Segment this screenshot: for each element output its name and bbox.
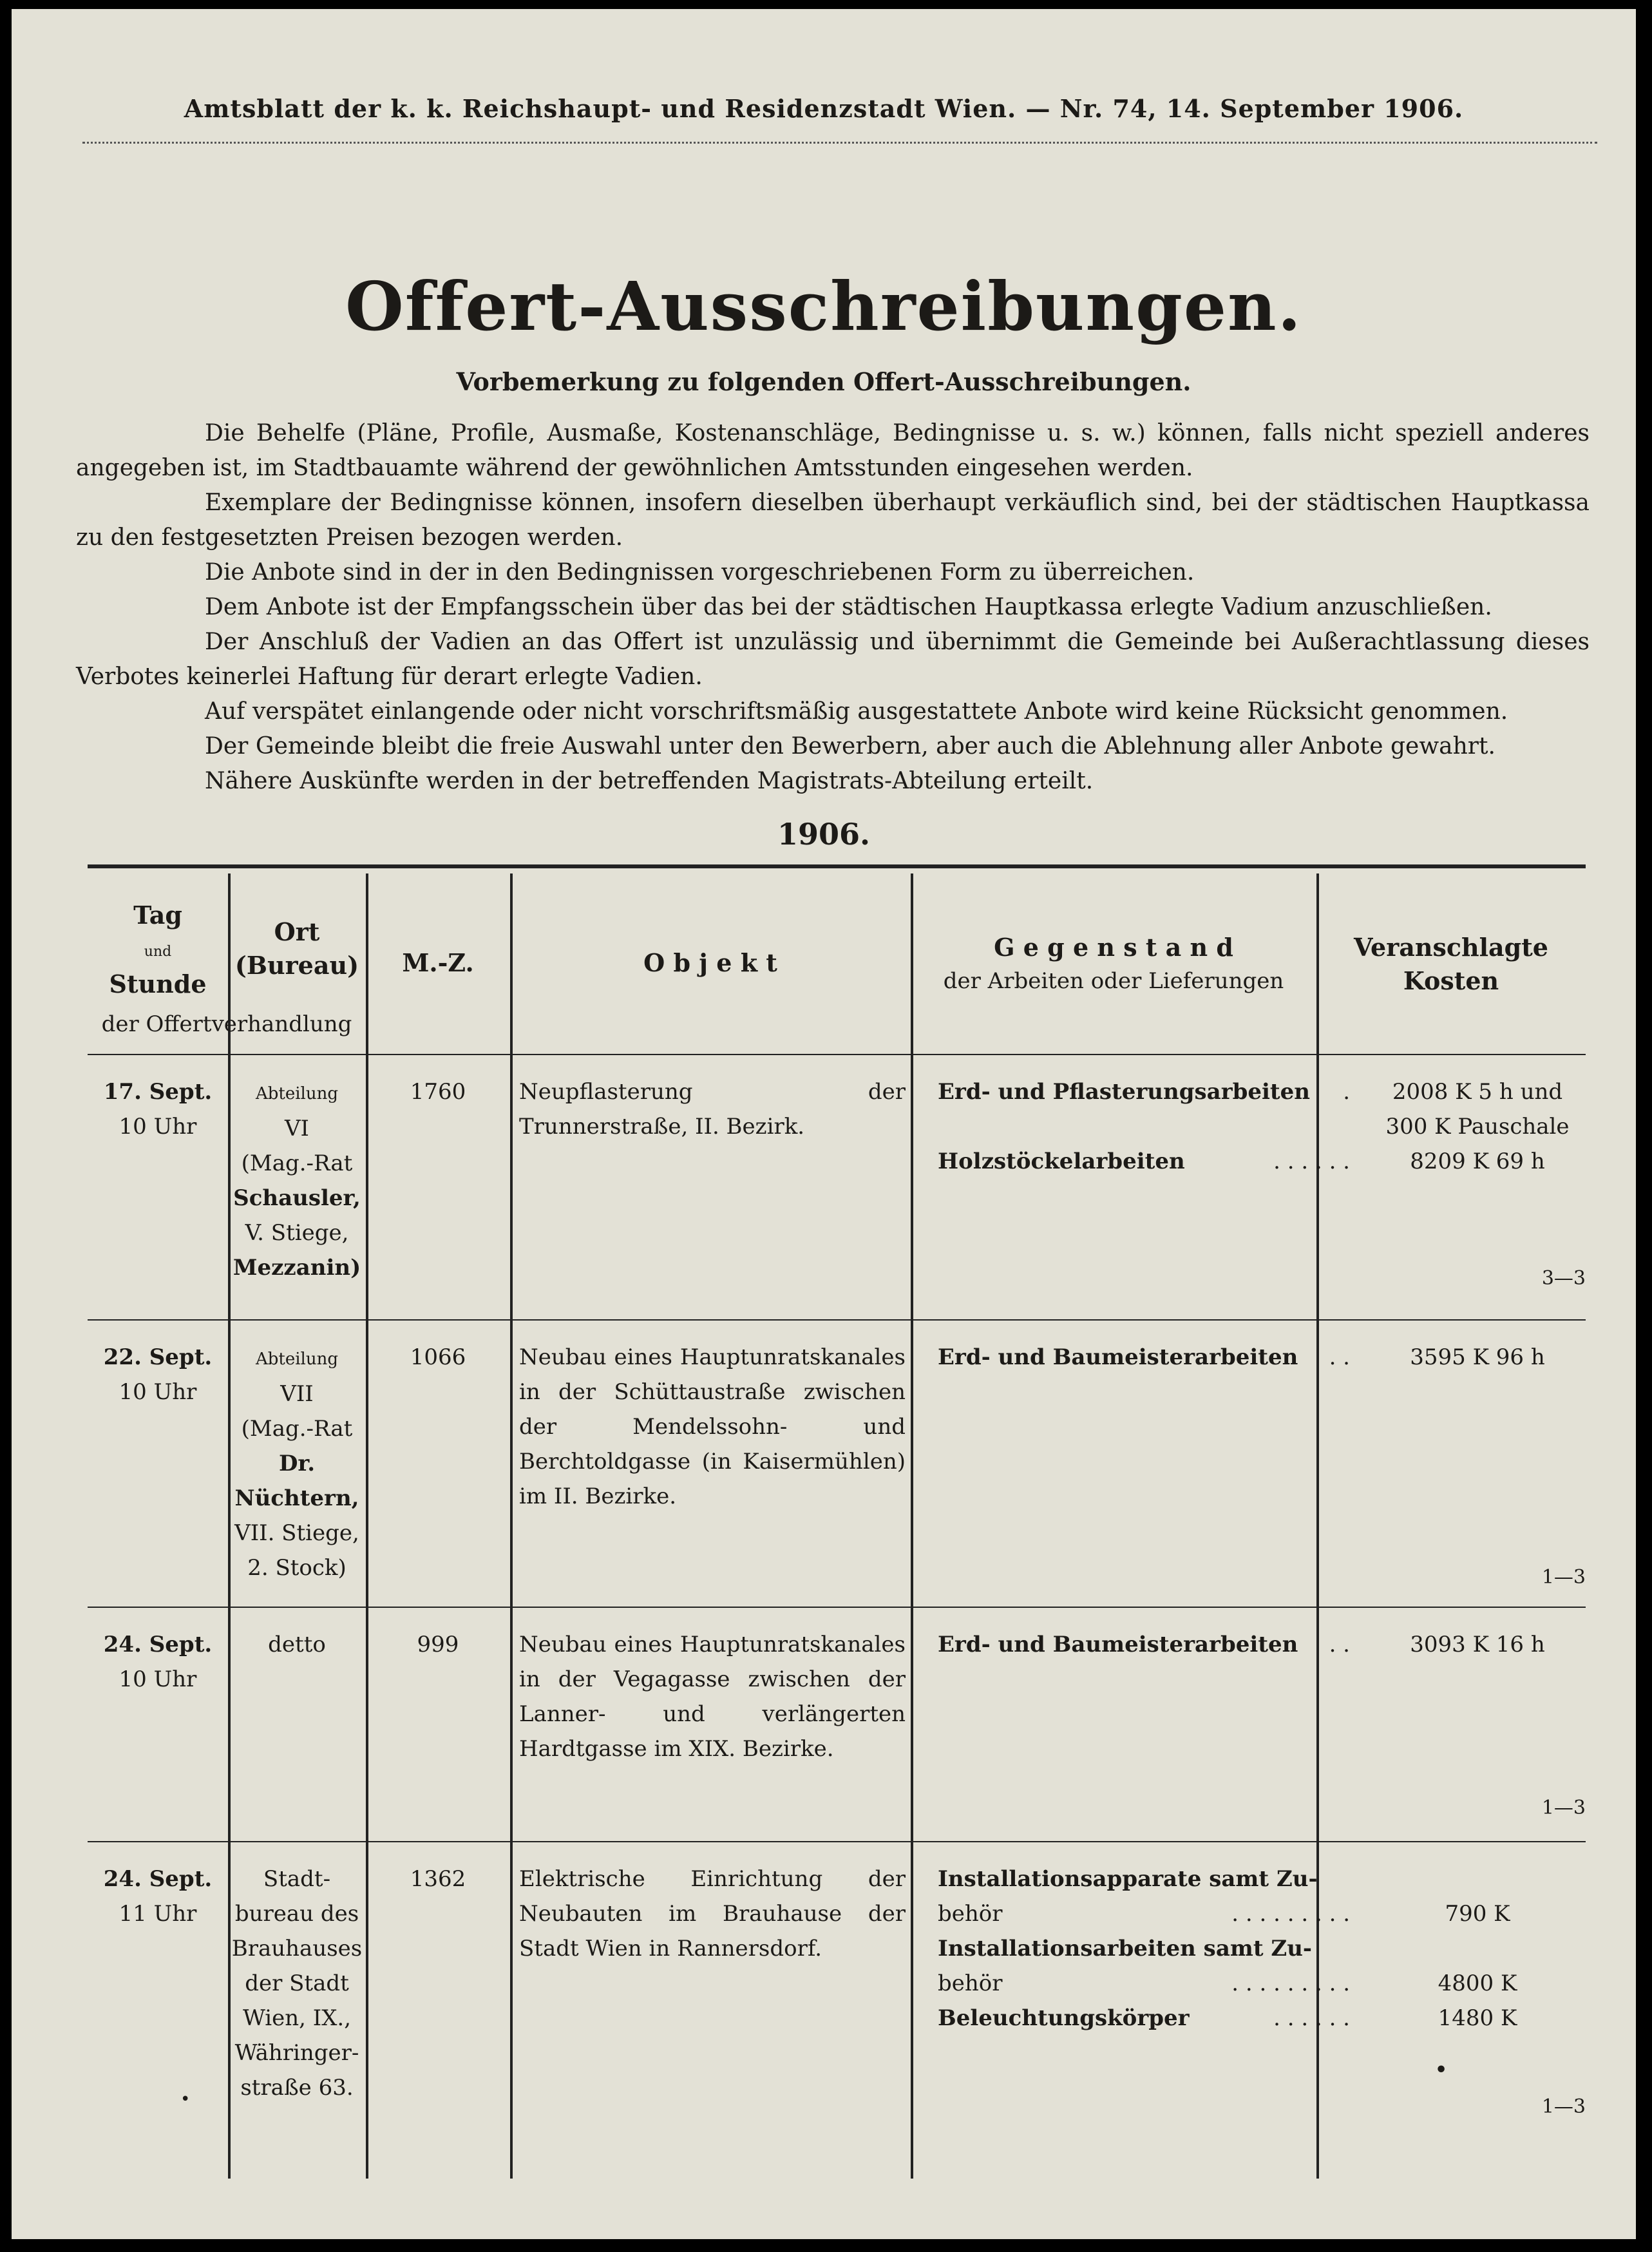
- ort-line: (Mag.-Rat: [241, 1150, 353, 1176]
- ink-mark-icon: •: [1435, 2059, 1448, 2081]
- column-divider: [911, 873, 913, 2179]
- kosten-line: 8209 K 69 h: [1410, 1149, 1545, 1174]
- offer-date: 24. Sept.: [103, 1632, 213, 1657]
- ort-line: bureau des: [234, 1901, 359, 1927]
- gegenstand-line: [938, 1896, 1350, 1931]
- page-title: Offert-Ausschreibungen.: [345, 267, 1302, 346]
- intro-paragraph: Nähere Auskünfte werden in der betreffenden Magistrats-Abteilung erteilt.: [205, 768, 1094, 794]
- date-cell: [88, 1340, 228, 1409]
- leader-dots: . . . . . .: [1273, 1149, 1350, 1174]
- gegenstand-cell: [938, 1340, 1350, 1375]
- gegenstand-item: behör: [938, 1970, 1003, 1996]
- ort-line: Stadt-: [263, 1866, 331, 1892]
- gegenstand-cell: [938, 1862, 1350, 2036]
- intro-paragraph: Dem Anbote ist der Empfangsschein über das bei der städtischen Hauptkassa erlegte Vadium anzuschließen.: [205, 594, 1492, 620]
- header-ort-label: Ort: [274, 917, 320, 946]
- gegenstand-line: [938, 1966, 1350, 2001]
- gegenstand-line: [938, 1931, 1350, 1966]
- intro-text: [76, 416, 1590, 799]
- date-cell: [88, 1627, 228, 1697]
- header-ort: [228, 916, 366, 983]
- ort-line: Wien, IX.,: [242, 2005, 352, 2031]
- leader-dots: . . . . . . . . .: [1231, 1970, 1350, 1996]
- gegenstand-item: Holzstöckelarbeiten: [938, 1149, 1185, 1174]
- offer-date: 24. Sept.: [103, 1866, 213, 1892]
- gegenstand-cell: [938, 1074, 1350, 1179]
- offer-time: 10 Uhr: [119, 1114, 197, 1140]
- ort-line: Nüchtern,: [234, 1485, 359, 1511]
- header-objekt-label: O b j e k t: [643, 948, 777, 977]
- kosten-line: 1480 K: [1438, 2005, 1517, 2031]
- intro-paragraph: Der Gemeinde bleibt die freie Auswahl unter den Bewerbern, aber auch die Ablehnung aller Anbote gewahrt.: [205, 733, 1495, 759]
- ort-line: VII. Stiege,: [234, 1520, 359, 1546]
- ort-line: der Stadt: [245, 1970, 349, 1996]
- offer-time: 10 Uhr: [119, 1666, 197, 1692]
- gegenstand-line: [938, 2001, 1350, 2036]
- header-tag: Tag: [133, 901, 182, 930]
- leader-dots: .: [1343, 1079, 1350, 1105]
- column-divider: [510, 873, 513, 2179]
- gegenstand-line: [938, 1144, 1350, 1179]
- kosten-line: 3595 K 96 h: [1410, 1344, 1545, 1370]
- gegenstand-item: Installationsarbeiten samt Zu-: [938, 1936, 1313, 1961]
- kosten-line: [1369, 1862, 1586, 1896]
- header-stunde: Stunde: [109, 969, 207, 998]
- header-gegenstand-label: G e g e n s t a n d: [994, 933, 1233, 962]
- ort-cell: [228, 1862, 366, 2105]
- header-gegenstand: [911, 931, 1316, 997]
- kosten-cell: [1369, 1074, 1586, 1179]
- column-divider: [366, 873, 368, 2179]
- offer-date: 17. Sept.: [103, 1079, 213, 1105]
- insertion-ref: 1—3: [1541, 2095, 1586, 2118]
- kosten-line: [1369, 1931, 1586, 1966]
- gegenstand-line: [938, 1109, 1350, 1144]
- leader-dots: . . . . . .: [1273, 2005, 1350, 2031]
- objekt-text: Neubau eines Hauptunratskanales in der Schüttaustraße zwischen der Mendelssohn- und Berchtoldgasse (in Kaisermühlen) im II. Bezirke.: [519, 1344, 906, 1509]
- header-kosten: [1316, 931, 1586, 998]
- kosten-line: 2008 K 5 h und: [1392, 1079, 1563, 1105]
- mz-number: 999: [417, 1632, 459, 1657]
- intro-paragraph: Die Anbote sind in der in den Bedingnissen vorgeschriebenen Form zu überreichen.: [205, 559, 1195, 586]
- header-rule: [82, 142, 1597, 144]
- ort-line: Währinger-: [234, 2040, 359, 2066]
- leader-dots: . . . . . . . . .: [1231, 1901, 1350, 1927]
- page-subtitle: Vorbemerkung zu folgenden Offert-Ausschreibungen.: [456, 367, 1192, 396]
- header-rule: [88, 1054, 366, 1055]
- gegenstand-line: [938, 1074, 1350, 1109]
- gegenstand-cell: [938, 1627, 1350, 1662]
- table-top-rule: [88, 864, 1586, 868]
- gegenstand-item: behör: [938, 1901, 1003, 1927]
- kosten-line: 300 K Pauschale: [1385, 1114, 1570, 1140]
- mz-number: 1362: [410, 1866, 466, 1892]
- header-note: der Offertverhandlung: [101, 1011, 352, 1037]
- header-gegenstand-sub: der Arbeiten oder Lieferungen: [943, 968, 1284, 994]
- intro-paragraph: Exemplare der Bedingnisse können, insofern dieselben überhaupt verkäuflich sind, bei der städtischen Hauptkassa zu den festgesetzten Preisen bezogen werden.: [76, 490, 1590, 551]
- intro-paragraph: Der Anschluß der Vadien an das Offert ist unzulässig und übernimmt die Gemeinde bei Außerachtlassung dieses Verbotes keinerlei Haftung für derart erlegte Vadien.: [76, 629, 1590, 690]
- ort-line: (Mag.-Rat: [241, 1416, 353, 1442]
- header-objekt: [510, 947, 911, 980]
- ort-line: straße 63.: [240, 2075, 354, 2101]
- ort-line: V. Stiege,: [245, 1220, 349, 1246]
- objekt-text: Neubau eines Hauptunratskanales in der Vegagasse zwischen der Lanner- und verlängerten Hardtgasse im XIX. Bezirke.: [519, 1632, 906, 1762]
- objekt-text: Neupflasterung der Trunnerstraße, II. Bezirk.: [519, 1079, 906, 1140]
- ort-line: Schausler,: [233, 1185, 361, 1211]
- header-kosten-line1: Veranschlagte: [1354, 933, 1548, 962]
- gegenstand-item: Erd- und Baumeisterarbeiten: [938, 1632, 1298, 1657]
- kosten-line: 4800 K: [1438, 1970, 1517, 1996]
- gegenstand-item: Erd- und Baumeisterarbeiten: [938, 1344, 1298, 1370]
- date-cell: [88, 1862, 228, 1931]
- header-bureau-label: (Bureau): [234, 951, 359, 980]
- ort-cell: [228, 1340, 366, 1585]
- header-mz-label: M.-Z.: [402, 948, 474, 977]
- ort-line: Mezzanin): [233, 1255, 361, 1281]
- kosten-cell: [1369, 1862, 1586, 2036]
- header-kosten-line2: Kosten: [1403, 966, 1499, 995]
- offer-date: 22. Sept.: [103, 1344, 213, 1370]
- year-heading: 1906.: [777, 817, 871, 852]
- leader-dots: . .: [1329, 1344, 1350, 1370]
- ort-line: Dr.: [278, 1451, 316, 1476]
- kosten-line: 3093 K 16 h: [1410, 1632, 1545, 1657]
- gegenstand-line: [938, 1627, 1350, 1662]
- gegenstand-item: Installationsapparate samt Zu-: [938, 1866, 1318, 1892]
- intro-paragraph: Auf verspätet einlangende oder nicht vorschriftsmäßig ausgestattete Anbote wird keine Rücksicht genommen.: [205, 698, 1508, 725]
- row-divider: [88, 1319, 1586, 1321]
- mz-number: 1760: [410, 1079, 466, 1105]
- ort-cell: [228, 1074, 366, 1285]
- offer-table: [88, 864, 1586, 2179]
- gegenstand-line: [938, 1340, 1350, 1375]
- row-divider: [88, 1607, 1586, 1608]
- insertion-ref: 3—3: [1541, 1267, 1586, 1290]
- gegenstand-item: Beleuchtungskörper: [938, 2005, 1190, 2031]
- objekt-text: Elektrische Einrichtung der Neubauten im Brauhause der Stadt Wien in Rannersdorf.: [519, 1866, 906, 1961]
- gegenstand-item: Erd- und Pflasterungsarbeiten: [938, 1079, 1310, 1105]
- intro-paragraph: Die Behelfe (Pläne, Profile, Ausmaße, Kostenanschläge, Bedingnisse u. s. w.) können, falls nicht speziell anderes angegeben ist, im Stadtbauamte während der gewöhnlichen Amtsstunden eingesehen werden.: [76, 420, 1590, 481]
- header-tag-stunde: [88, 899, 228, 1002]
- ort-cell: [228, 1627, 366, 1662]
- kosten-cell: [1369, 1627, 1586, 1662]
- page-header: Amtsblatt der k. k. Reichshaupt- und Residenzstadt Wien. — Nr. 74, 14. September 1906.: [184, 94, 1464, 123]
- document-page: [12, 9, 1636, 2239]
- ort-line: VI: [285, 1116, 309, 1141]
- date-cell: [88, 1074, 228, 1144]
- header-mz: [366, 947, 510, 980]
- ort-line: Brauhauses: [231, 1936, 363, 1961]
- ort-line: Abteilung: [255, 1084, 339, 1103]
- gegenstand-line: [938, 1862, 1350, 1896]
- mz-number: 1066: [410, 1344, 466, 1370]
- leader-dots: . .: [1329, 1632, 1350, 1657]
- insertion-ref: 1—3: [1541, 1566, 1586, 1589]
- ink-dot-icon: •: [180, 2090, 191, 2109]
- insertion-ref: 1—3: [1541, 1797, 1586, 1819]
- row-divider: [88, 1841, 1586, 1842]
- kosten-cell: [1369, 1340, 1586, 1375]
- offer-time: 11 Uhr: [119, 1901, 197, 1927]
- ort-line: 2. Stock): [247, 1555, 347, 1581]
- ort-line: detto: [268, 1632, 326, 1657]
- ort-line: VII: [280, 1381, 314, 1407]
- kosten-line: 790 K: [1445, 1901, 1510, 1927]
- offer-time: 10 Uhr: [119, 1379, 197, 1405]
- header-und: und: [144, 944, 172, 960]
- ort-line: Abteilung: [255, 1350, 339, 1369]
